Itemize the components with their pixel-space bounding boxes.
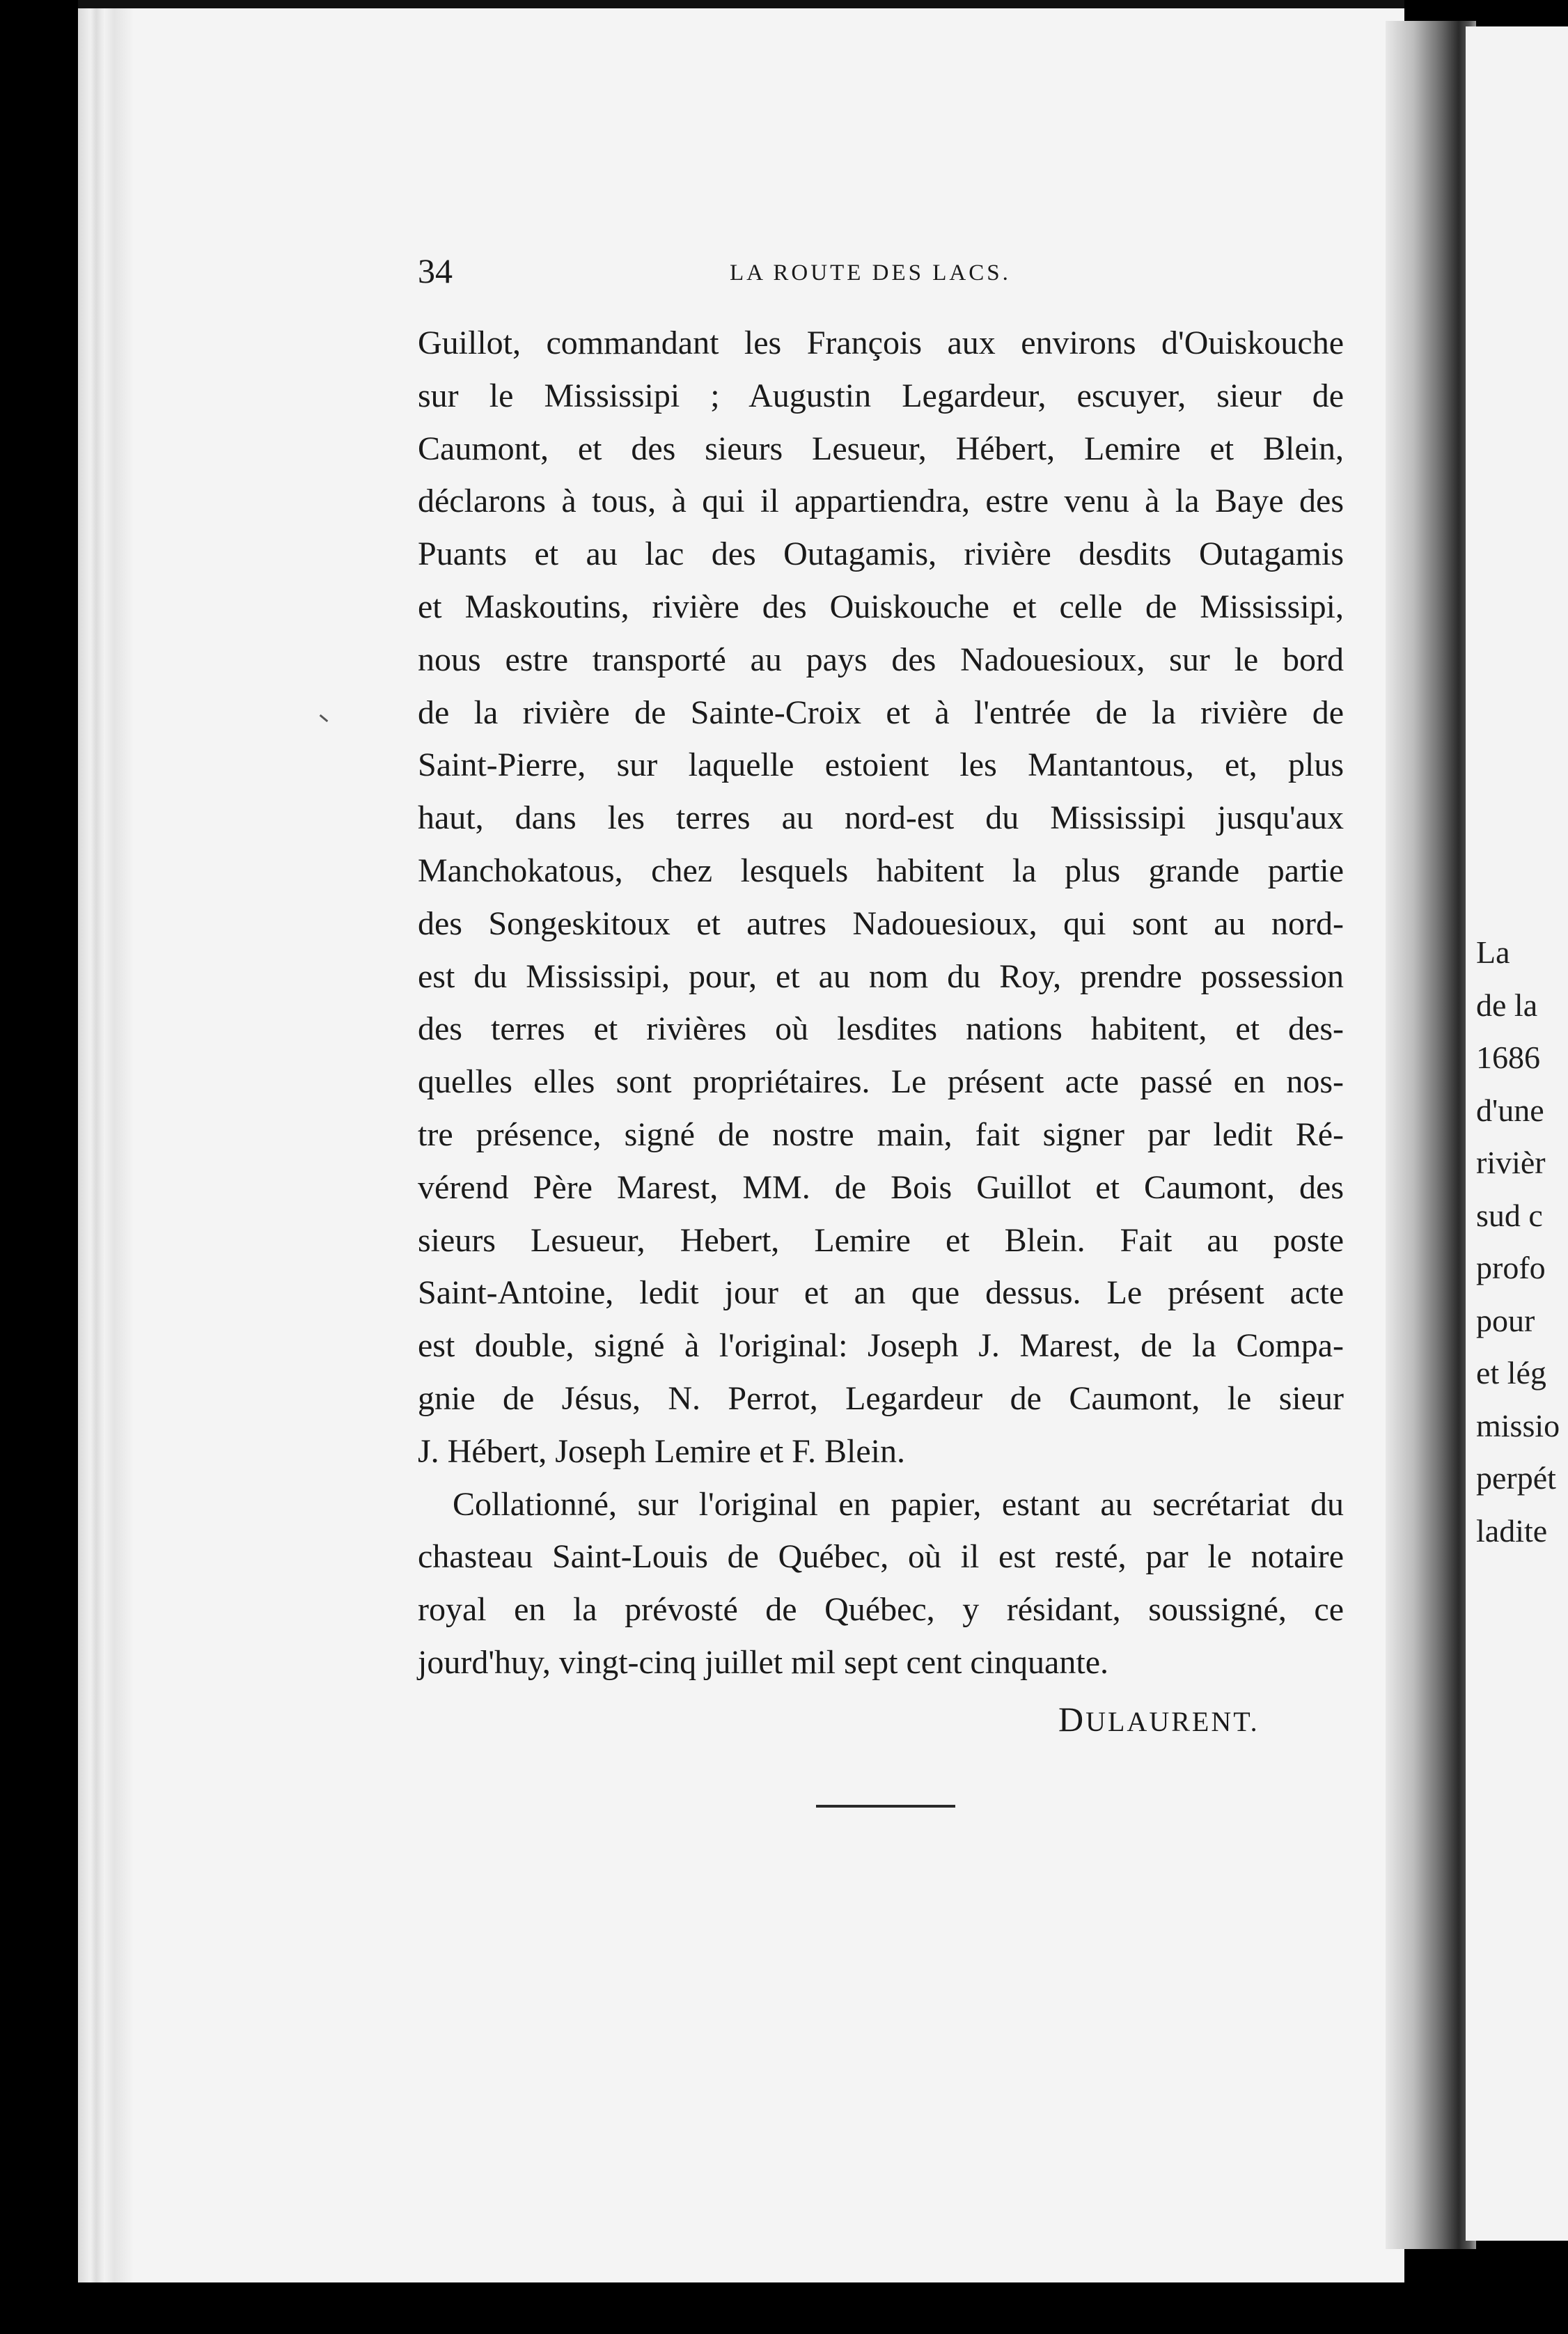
text-line: chasteau Saint-Louis de Québec, où il est resté, par le notaire (418, 1538, 1344, 1576)
signature-rest: ULAURENT. (1085, 1706, 1260, 1737)
text-line: Manchokatous, chez lesquels habitent la plus grande partie (418, 852, 1344, 889)
text-line: Saint-Antoine, ledit jour et an que dessus. Le présent acte (418, 1274, 1344, 1312)
facing-fragment: missio (1476, 1407, 1560, 1443)
text-line: sur le Mississipi ; Augustin Legardeur, escuyer, sieur de (418, 377, 1344, 414)
page-stack-edges (78, 8, 162, 2282)
text-line: des Songeskitoux et autres Nadouesioux, qui sont au nord- (418, 904, 1344, 942)
page-number: 34 (418, 251, 453, 290)
facing-fragment: 1686 (1476, 1040, 1540, 1075)
book-gutter-shadow (1386, 21, 1476, 2249)
facing-fragment: pour (1476, 1302, 1535, 1338)
text-line: tre présence, signé de nostre main, fait signer par ledit Ré- (418, 1115, 1344, 1153)
text-line: gnie de Jésus, N. Perrot, Legardeur de Caumont, le sieur (418, 1379, 1344, 1417)
text-line: Puants et au lac des Outagamis, rivière desdits Outagamis (418, 535, 1344, 573)
running-head: LA ROUTE DES LACS. (730, 260, 1011, 285)
text-line: est double, signé à l'original: Joseph J. Marest, de la Compa- (418, 1327, 1344, 1365)
text-line: Saint-Pierre, sur laquelle estoient les Mantantous, et, plus (418, 746, 1344, 784)
facing-fragment: de la (1476, 987, 1538, 1023)
body-text (418, 317, 1344, 1689)
facing-fragment: d'une (1476, 1092, 1544, 1128)
text-line: et Maskoutins, rivière des Ouiskouche et celle de Mississipi, (418, 588, 1344, 625)
signature-initial: D (1058, 1700, 1086, 1739)
text-line: quelles elles sont propriétaires. Le présent acte passé en nos- (418, 1063, 1344, 1101)
text-line: Guillot, commandant les François aux environs d'Ouiskouche (418, 324, 1344, 361)
page-header (418, 251, 1344, 299)
text-line: des terres et rivières où lesdites nations habitent, et des- (418, 1010, 1344, 1048)
facing-fragment: sud c (1476, 1197, 1543, 1233)
text-line: haut, dans les terres au nord-est du Mississipi jusqu'aux (418, 799, 1344, 837)
facing-fragment: La (1476, 934, 1510, 970)
facing-fragment: rivièr (1476, 1145, 1546, 1180)
text-line: Caumont, et des sieurs Lesueur, Hébert, Lemire et Blein, (418, 430, 1344, 467)
text-line: sieurs Lesueur, Hebert, Lemire et Blein. Fait au poste (418, 1221, 1344, 1259)
facing-fragment: ladite (1476, 1512, 1548, 1549)
text-line: vérend Père Marest, MM. de Bois Guillot et Caumont, des (418, 1168, 1344, 1206)
text-line: J. Hébert, Joseph Lemire et F. Blein. (418, 1432, 906, 1470)
facing-fragment: perpét (1476, 1460, 1556, 1496)
text-line: jourd'huy, vingt-cinq juillet mil sept cent cinquante. (418, 1643, 1108, 1681)
signature (1058, 1699, 1260, 1739)
facing-fragment: profo (1476, 1250, 1546, 1285)
text-line: de la rivière de Sainte-Croix et à l'entrée de la rivière de (418, 694, 1344, 731)
facing-fragment: et lég (1476, 1355, 1546, 1391)
text-line: est du Mississipi, pour, et au nom du Roy, prendre possession (418, 957, 1344, 995)
text-line: nous estre transporté au pays des Nadouesioux, sur le bord (418, 641, 1344, 678)
facing-page-text (1476, 926, 1568, 1557)
text-line: Collationné, sur l'original en papier, estant au secrétariat du (453, 1485, 1344, 1523)
section-divider-rule (816, 1805, 955, 1808)
text-line: déclarons à tous, à qui il appartiendra, estre venu à la Baye des (418, 483, 1344, 520)
text-line: royal en la prévosté de Québec, y résidant, soussigné, ce (418, 1591, 1344, 1629)
